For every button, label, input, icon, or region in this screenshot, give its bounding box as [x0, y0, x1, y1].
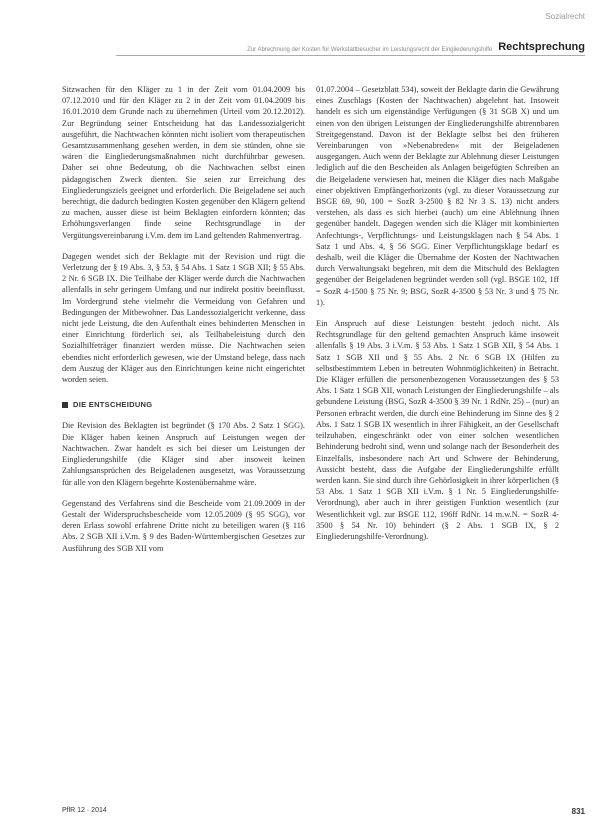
- paragraph: Gegenstand des Verfahrens sind die Bescheide vom 21.09.2009 in der Gestalt der Widerspruchsbescheide vom 12.05.2009 (§ 95 SGG), vor deren Erlass sowohl erfahrene Dritte nicht zu beteiligen waren (§ 116 Abs. 2 SGB XII i.V.m. § 9 des Baden-Württembergischen Gesetzes zur Ausführung des SGB XII vom: [62, 498, 305, 553]
- page-number: 831: [571, 807, 585, 816]
- paragraph: Die Revision des Beklagten ist begründet (§ 170 Abs. 2 Satz 1 SGG). Die Kläger haben keinen Anspruch auf Leistungen wegen der Nachtwachen. Zwar handelt es sich bei dieser um Leistungen der Eingliederungshilfe (die Kläger sind aber insoweit keinen Zahlungsansprüchen des Beigeladenen ausgesetzt, was Voraussetzung für alle von den Klägern begehrte Kostenübernahme wäre.: [62, 421, 305, 487]
- bullet-square-icon: [62, 402, 68, 408]
- section-label: Sozialrecht: [545, 12, 585, 21]
- left-column: [62, 84, 305, 564]
- right-column: [316, 84, 559, 552]
- header-title: Rechtsprechung: [498, 41, 585, 53]
- paragraph: Dagegen wendet sich der Beklagte mit der Revision und rügt die Verletzung der § 19 Abs. 3, § 53, § 54 Abs. 1 Satz 1 SGB XII; § 55 Abs. 2 Nr. 6 SGB IX. Die Teilhabe der Kläger werde durch die Nachtwachen allenfalls in sehr geringem Umfang und nur indirekt positiv beeinflusst. Im Vordergrund stehe vielmehr die Vermeidung von Gefahren und Bedingungen der Mitbewohner. Das Landessozialgericht verkenne, dass nicht jede Leistung, die den Aufenthalt eines behinderten Menschen in einer Einrichtung förderlich sei, als Teilhabeleistung durch den Sozialhilfeträger finanziert werden müsse. Die Nachtwachen seien ebendies nicht erforderlich gewesen, wie der Umstand belege, dass nach dem Auszug der Kläger aus den Einrichtungen keine nicht eingerichtet worden seien.: [62, 251, 305, 385]
- paragraph: Sitzwachen für den Kläger zu 1 in der Zeit vom 01.04.2009 bis 07.12.2010 und für den Kläger zu 2 in der Zeit vom 01.04.2009 bis 16.01.2010 dem Grunde nach zu übernehmen (Urteil vom 20.12.2012). Zur Begründung seiner Entscheidung hat das Landessozialgericht ausgeführt, die Nachtwachen könnten nicht isoliert vom therapeutischen Gesamtzusammenhang gesehen werden, in dem sie stünden, ohne sie wären die Eingliederungsmaßnahmen nicht durchführbar gewesen. Daher sei ohne Bedeutung, ob die Nachtwachen selbst einen pädagogischen Zweck dienten. Sie seien zur Erreichung des Eingliederungsziels geeignet und erforderlich. Die Beigeladene sei auch berechtigt, die dadurch bedingten Kosten gegenüber den Klägern geltend zu machen, ausser diese ist beim Beklagten einfordern könnten; das Erhöhungsverlangen finde seine Rechtsgrundlage in der Vergütungsvereinbarung i.V.m. dem im Land geltenden Rahmenvertrag.: [62, 85, 305, 240]
- header-subtitle: Zur Abrechnung der Kosten für Werkstattbesucher im Leistungsrecht der Eingliederungshilfe: [247, 47, 493, 53]
- paragraph: Ein Anspruch auf diese Leistungen besteht jedoch nicht. Als Rechtsgrundlage für den geltend gemachten Anspruch käme insoweit allenfalls § 19 Abs. 3 i.V.m. § 53 Abs. 1 Satz 1 SGB XII, § 54 Abs. 1 Satz 1 SGB XII und § 55 Abs. 2 Nr. 6 SGB IX (Hilfen zu selbstbestimmtem Leben in betreuten Wohnmöglichkeiten) in Betracht. Die Kläger erfüllen die personenbezogenen Voraussetzungen des § 53 Abs. 1 Satz 1 SGB XII, wonach Leistungen der Eingliederungshilfe – als gebundene Leistung (BSG, SozR 4-3500 § 39 Nr. 1 RdNr. 25) – (nur) an Personen erbracht werden, die durch eine Behinderung im Sinne des § 2 Abs. 1 Satz 1 SGB IX wesentlich in ihrer Fähigkeit, an der Gesellschaft teilzuhaben, eingeschränkt oder von einer solchen wesentlichen Behinderung bedroht sind, wenn und solange nach der Besonderheit des Einzelfalls, insbesondere nach Art und Schwere der Behinderung, Aussicht besteht, dass die Aufgabe der Eingliederungshilfe erfüllt werden kann. Sie sind durch ihre Gehörlosigkeit in ihrer körperlichen (§ 53 Abs. 1 Satz 1 SGB XII i.V.m. § 1 Nr. 5 Eingliederungshilfe-Verordnung), aber auch in ihrer geistigen Funktion wesentlich (zur Wesentlichkeit vgl. zur BSGE 112, 196ff RdNr. 14 m.w.N. = SozR 4-3500 § 54 Nr. 10) behindert (§ 2 Abs. 1 SGB IX, § 2 Eingliederungshilfe-Verordnung).: [316, 319, 559, 541]
- paragraph: 01.07.2004 – Gesetzblatt 534), soweit der Beklagte darin die Gewährung eines Zuschlags (Kosten der Nachtwachen) abgelehnt hat. Insoweit handelt es sich um eigenständige Verfügungen (§ 31 SGB X) und um einen von den übrigen Leistungen der Eingliederungshilfe abtrennbaren Streitgegenstand. Davon ist der Beklagte selbst bei den früheren Vereinbarungen von »Nebenabreden« mit der Beigeladenen ausgegangen. Auch wenn der Beklagte zur Ablehnung dieser Leistungen lediglich auf die den Bescheiden als Anlagen beigefügten Schreiben an die Beigeladene verwiesen hat, meinen die Kläger dies nach Maßgabe einer objektiven Empfängerhorizonts (vgl. zu dieser Voraussetzung zur BSGE 69, 90, 100 = SozR 3-2500 § 82 Nr 3 S. 13) nicht anders verstehen, als dass es sich hierbei (auch) um eine Ablehnung ihnen gegenüber handelt. Dagegen wenden sich die Kläger mit kombinierten Anfechtungs-, Verpflichtungs- und Leistungsklagen nach § 54 Abs. 1 Satz 1 und Abs. 4, § 56 SGG. Einer Verpflichtungsklage bedarf es deshalb, weil die Kläger die Übernahme der Kosten der Nachtwachen durch Verwaltungsakt begehren, mit dem die Mitschuld des Beklagten gegenüber der Beigeladenen begründet werden soll (vgl. BSGE 102, 1ff = SozR 4-1500 § 75 Nr. 9; BSG, SozR 4-3500 § 53 Nr. 3 und § 75 Nr. 1).: [316, 85, 559, 307]
- section-heading: [62, 399, 305, 410]
- running-header: [116, 41, 585, 56]
- section-heading-text: DIE ENTSCHEIDUNG: [73, 400, 153, 410]
- page-footer: [62, 807, 585, 816]
- journal-issue: PflR 12 · 2014: [62, 807, 107, 814]
